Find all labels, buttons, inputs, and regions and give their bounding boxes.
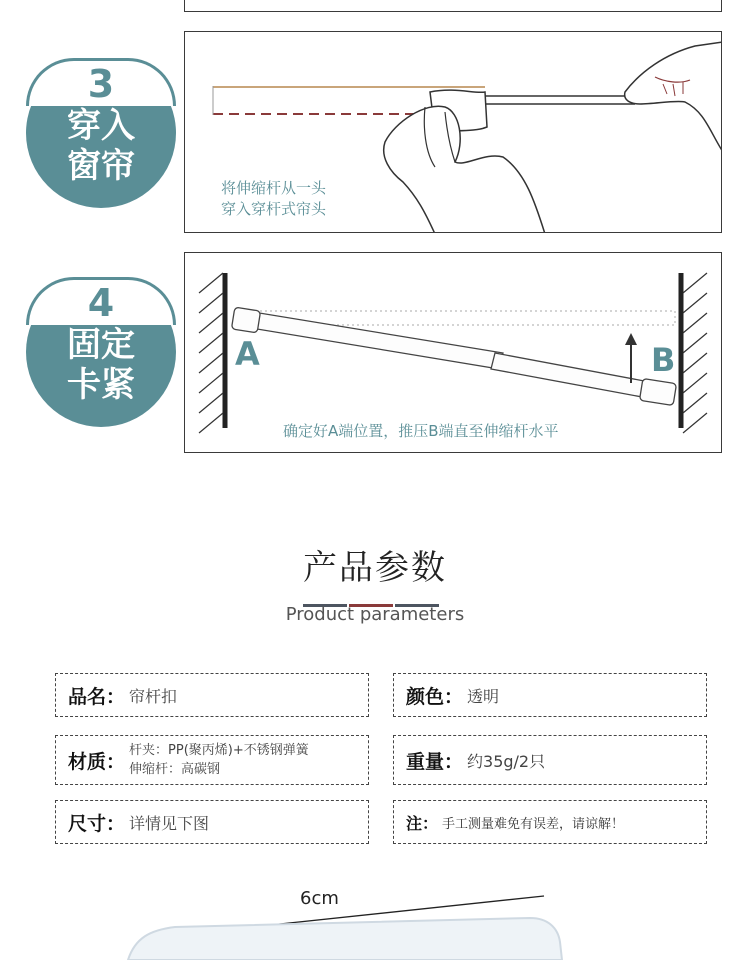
step-title-line1: 穿入 bbox=[67, 106, 135, 146]
step-3-badge bbox=[26, 58, 176, 208]
param-key: 材质： bbox=[68, 750, 126, 773]
step-number: 4 bbox=[87, 281, 115, 325]
param-color bbox=[393, 673, 707, 717]
point-b-label: B bbox=[651, 341, 676, 379]
param-value: 手工测量难免有误差，请谅解！ bbox=[442, 816, 625, 832]
step-title-line2: 窗帘 bbox=[67, 146, 135, 186]
previous-step-frame bbox=[184, 0, 722, 12]
dimension-illustration bbox=[0, 890, 750, 960]
param-key: 尺寸： bbox=[68, 812, 126, 835]
param-key: 重量： bbox=[406, 750, 464, 773]
param-value: 详情见下图 bbox=[129, 813, 210, 833]
step-number: 3 bbox=[87, 62, 115, 106]
dimension-label: 6cm bbox=[300, 888, 339, 909]
param-value-line1: 杆夹：PP(聚丙烯)+不锈钢弹簧 bbox=[129, 743, 309, 758]
section-subtitle: Product parameters bbox=[285, 604, 465, 625]
param-value-line2: 伸缩杆：高碳钢 bbox=[129, 762, 221, 777]
param-note bbox=[393, 800, 707, 844]
step-3-illustration bbox=[184, 31, 722, 233]
section-title: 产品参数 bbox=[303, 548, 447, 588]
param-material bbox=[55, 735, 369, 785]
step-title-line1: 固定 bbox=[67, 325, 135, 365]
param-value: 透明 bbox=[467, 686, 500, 706]
param-weight bbox=[393, 735, 707, 785]
param-value: 帘杆扣 bbox=[129, 686, 178, 706]
param-key: 注： bbox=[406, 813, 439, 833]
step-caption-line1: 将伸缩杆从一头 bbox=[221, 179, 327, 197]
step-4-badge bbox=[26, 277, 176, 427]
step-caption: 确定好A端位置，推压B端直至伸缩杆水平 bbox=[283, 422, 559, 440]
param-key: 颜色： bbox=[406, 685, 464, 708]
point-a-label: A bbox=[235, 335, 260, 373]
step-title-line2: 卡紧 bbox=[67, 365, 135, 405]
param-key: 品名： bbox=[68, 685, 126, 708]
step-caption-line2: 穿入穿杆式帘头 bbox=[221, 200, 327, 218]
param-size bbox=[55, 800, 369, 844]
step-4-illustration bbox=[184, 252, 722, 453]
param-value: 约35g/2只 bbox=[467, 751, 546, 771]
param-name bbox=[55, 673, 369, 717]
